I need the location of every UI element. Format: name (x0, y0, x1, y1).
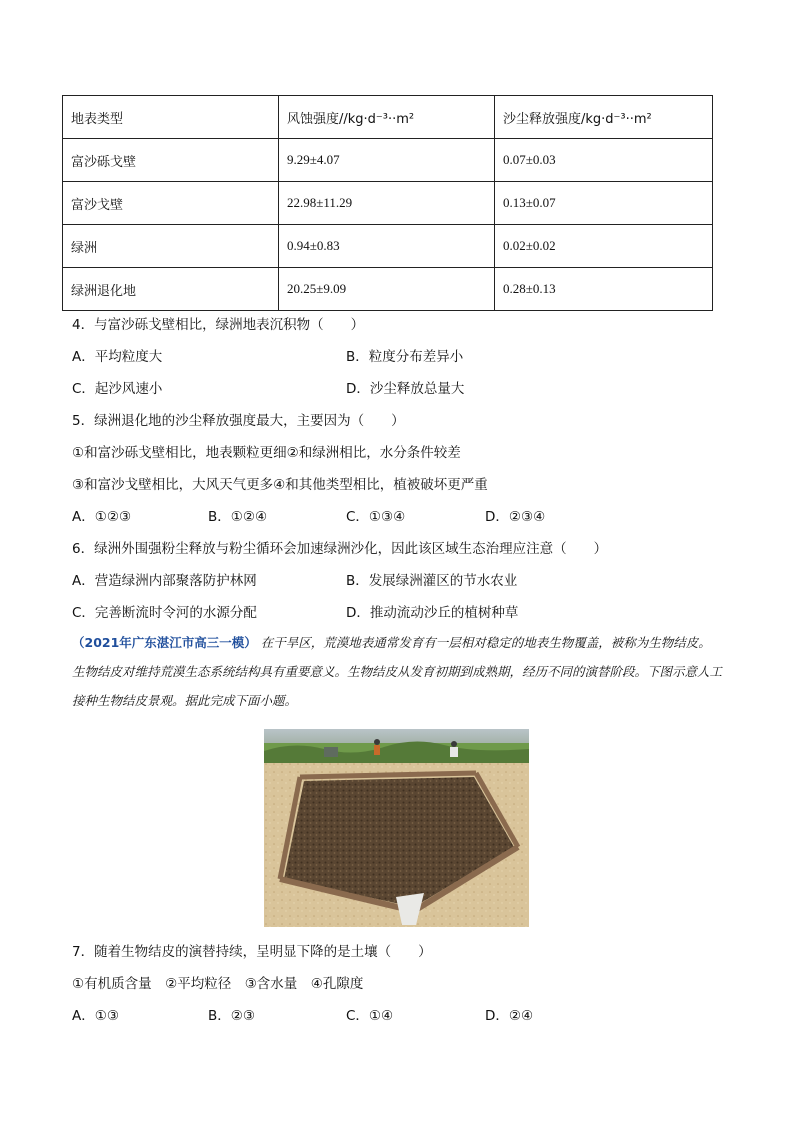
question-5-option-b: B．①②④ (208, 509, 268, 525)
table-cell: 绿洲退化地 (63, 268, 279, 311)
question-5-statements-2: ③和富沙戈壁相比，大风天气更多④和其他类型相比，植被破坏更严重 (72, 477, 488, 493)
table-row (63, 139, 713, 182)
header-cell: 地表类型 (63, 96, 279, 139)
table-header-row (63, 96, 713, 139)
table-cell: 富沙砾戈壁 (63, 139, 279, 182)
header-cell: 沙尘释放强度/kg·d⁻³··m² (495, 96, 713, 139)
question-7-option-d: D．②④ (485, 1008, 534, 1024)
table-cell: 0.94±0.83 (279, 225, 495, 268)
question-4-option-b: B．粒度分布差异小 (346, 349, 464, 365)
reading-passage (72, 628, 722, 715)
table-cell: 0.13±0.07 (495, 182, 713, 225)
table-cell: 0.28±0.13 (495, 268, 713, 311)
question-5-statements-1: ①和富沙砾戈壁相比，地表颗粒更细②和绿洲相比，水分条件较差 (72, 445, 461, 461)
question-7-option-c: C．①④ (346, 1008, 394, 1024)
question-4-option-c: C．起沙风速小 (72, 381, 163, 397)
table-cell: 0.02±0.02 (495, 225, 713, 268)
table-row (63, 182, 713, 225)
table-cell: 富沙戈壁 (63, 182, 279, 225)
question-6-stem: 6．绿洲外围强粉尘释放与粉尘循环会加速绿洲沙化，因此该区域生态治理应注意（ ） (72, 541, 608, 557)
source-tag: （2021年广东湛江市高三一模） (72, 635, 257, 650)
question-6-option-b: B．发展绿洲灌区的节水农业 (346, 573, 518, 589)
table-cell: 20.25±9.09 (279, 268, 495, 311)
table-row (63, 268, 713, 311)
question-5-option-d: D．②③④ (485, 509, 546, 525)
question-7-stem: 7．随着生物结皮的演替持续，呈明显下降的是土壤（ ） (72, 944, 432, 960)
crust-plot-illustration (264, 729, 529, 927)
question-4-option-a: A．平均粒度大 (72, 349, 163, 365)
question-6-option-d: D．推动流动沙丘的植树种草 (346, 605, 519, 621)
header-cell: 风蚀强度//kg·d⁻³··m² (279, 96, 495, 139)
question-4-option-d: D．沙尘释放总量大 (346, 381, 465, 397)
question-6-option-c: C．完善断流时令河的水源分配 (72, 605, 257, 621)
question-7-option-b: B．②③ (208, 1008, 255, 1024)
table-cell: 9.29±4.07 (279, 139, 495, 182)
question-7-statements: ①有机质含量 ②平均粒径 ③含水量 ④孔隙度 (72, 976, 364, 992)
crust-plot-photo (264, 729, 529, 927)
question-7-option-a: A．①③ (72, 1008, 119, 1024)
table-cell: 0.07±0.03 (495, 139, 713, 182)
passage-text: 在干旱区，荒漠地表通常发育有一层相对稳定的地表生物覆盖，被称为生物结皮。生物结皮对维持荒漠生态系统结构具有重要意义。生物结皮从发育初期到成熟期，经历不同的演替阶段。下图示意人工接种生物结皮景观。据此完成下面小题。 (72, 635, 723, 708)
question-5-stem: 5．绿洲退化地的沙尘释放强度最大，主要因为（ ） (72, 413, 405, 429)
table-cell: 22.98±11.29 (279, 182, 495, 225)
question-4-stem: 4．与富沙砾戈壁相比，绿洲地表沉积物（ ） (72, 317, 365, 333)
question-5-option-a: A．①②③ (72, 509, 132, 525)
question-6-option-a: A．营造绿洲内部聚落防护林网 (72, 573, 257, 589)
data-table (62, 95, 713, 311)
table-row (63, 225, 713, 268)
table-cell: 绿洲 (63, 225, 279, 268)
question-5-option-c: C．①③④ (346, 509, 406, 525)
